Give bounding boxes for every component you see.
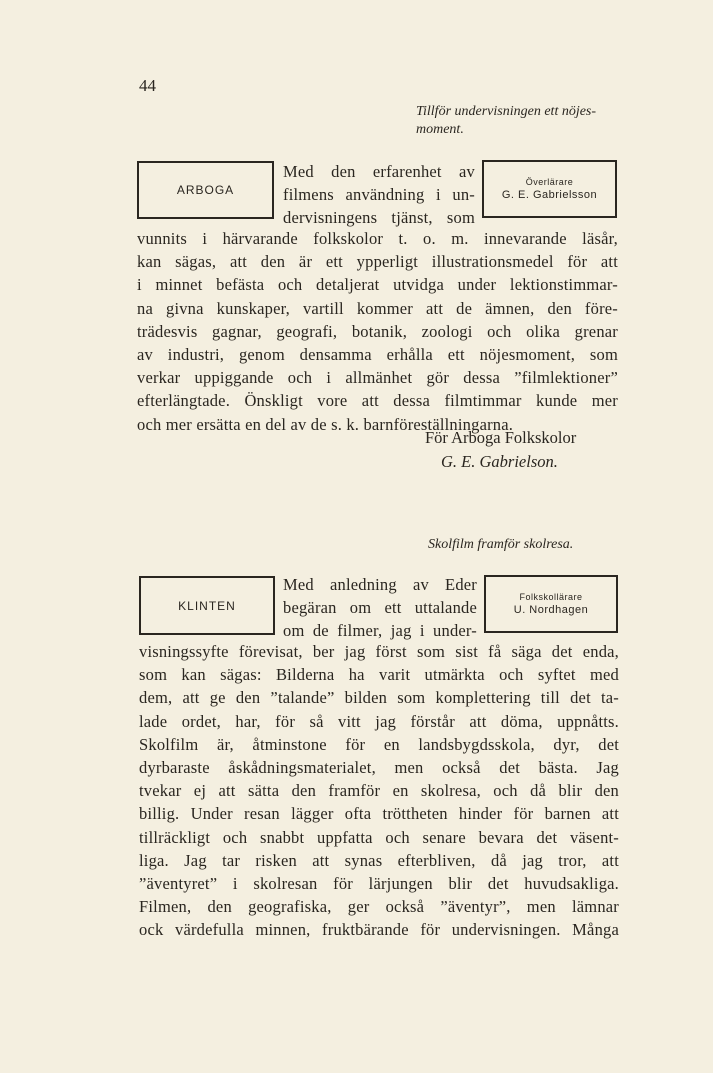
text-line: na givna kunskaper, vartill kommer att de ämnen, den före-	[137, 298, 618, 318]
text-line: som kan sägas: Bilderna ha varit utmärkta och syftet med	[139, 665, 619, 685]
text-line: tvekar ej att sätta den framför en skolresa, och då blir den	[139, 781, 619, 801]
text-line: Med den erfarenhet av	[283, 162, 475, 181]
person-title: Överlärare	[525, 177, 574, 187]
gabrielsson-box	[482, 160, 617, 218]
section2-caption: Skolfilm framför skolresa.	[428, 537, 574, 552]
text-line: ”äventyret” i skolresan för lärjungen blir det huvudsakliga.	[139, 874, 619, 893]
text-line: verkar uppiggande och i allmänhet gör dessa ”filmlektioner”	[137, 368, 618, 388]
text-line: Filmen, den geografiska, ger också ”äventyr”, men lämnar	[139, 897, 619, 917]
nordhagen-box	[484, 575, 618, 633]
text-line: lade ordet, har, för så vitt jag förstår att döma, uppnåtts.	[139, 711, 619, 731]
place-label: KLINTEN	[178, 598, 236, 613]
text-line: om de filmer, jag i under-	[283, 621, 477, 641]
text-line: kan sägas, att den är ett ypperligt illustrationsmedel för att	[137, 252, 618, 272]
text-line: filmens användning i un-	[283, 185, 475, 205]
signature-line2: G. E. Gabrielson.	[441, 452, 558, 471]
text-line: Skolfilm är, åtminstone för en landsbygdsskola, dyr, det	[139, 734, 619, 754]
person-name: G. E. Gabrielsson	[501, 189, 598, 201]
text-line: och mer ersätta en del av de s. k. barnföreställningarna.	[137, 414, 514, 434]
place-label: ARBOGA	[176, 183, 235, 197]
arboga-box	[137, 161, 274, 219]
text-line: av industri, genom densamma erhålla ett nöjesmoment, som	[137, 345, 618, 364]
person-title: Folkskollärare	[519, 592, 583, 602]
text-line: Med anledning av Eder	[283, 575, 477, 594]
signature-line1: För Arboga Folkskolor	[425, 428, 577, 447]
text-line: visningssyfte förevisat, ber jag först som sist få säga det enda,	[139, 642, 619, 661]
person-name: U. Nordhagen	[513, 604, 589, 616]
klinten-box	[139, 576, 275, 635]
text-line: liga. Jag tar risken att synas efterbliven, då jag tror, att	[139, 850, 619, 870]
text-line: vunnits i härvarande folkskolor t. o. m. innevarande läsår,	[137, 229, 618, 248]
text-line: dem, att ge den ”talande” bilden som komplettering till det ta-	[139, 688, 619, 708]
text-line: billig. Under resan lägger ofta tröttheten hinder för barnen att	[139, 804, 619, 824]
text-line: ock värdefulla minnen, fruktbärande för undervisningen. Många	[139, 920, 619, 940]
text-line: begäran om ett uttalande	[283, 598, 477, 618]
text-line: dyrbaraste åskådningsmaterialet, men också det bästa. Jag	[139, 758, 619, 777]
section1-caption: Tillför undervisningen ett nöjes-moment.	[416, 104, 597, 137]
text-line: dervisningens tjänst, som	[283, 208, 475, 228]
text-line: trädesvis gagnar, geografi, botanik, zoologi och olika grenar	[137, 321, 618, 341]
text-line: efterlängtade. Önskligt vore att dessa filmtimmar kunde mer	[137, 391, 618, 411]
page-number: 44	[139, 76, 156, 95]
text-line: i minnet befästa och detaljerat utvidga under lektionstimmar-	[137, 275, 618, 295]
text-line: tillräckligt och snabbt uppfatta och senare bevara det väsent-	[139, 827, 619, 847]
